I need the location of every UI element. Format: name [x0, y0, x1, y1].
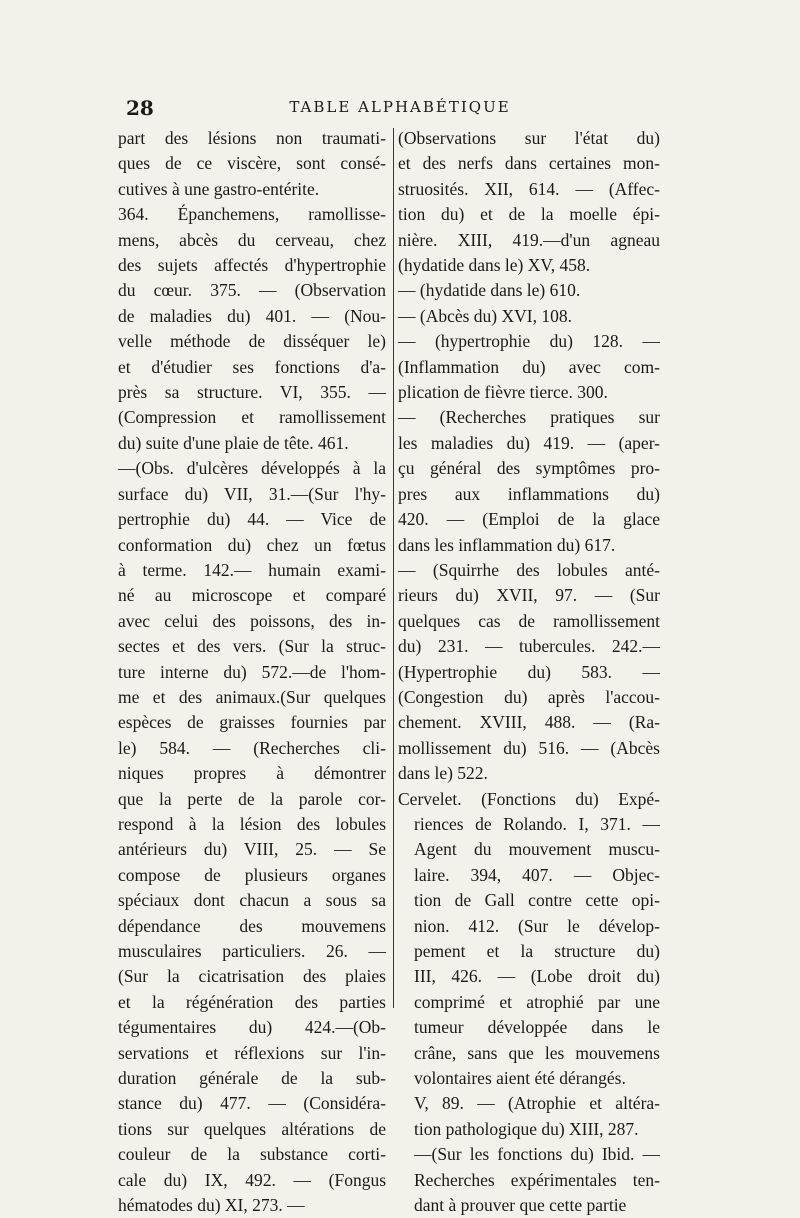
running-title: TABLE ALPHABÉTIQUE [289, 98, 511, 116]
text-line: crâne, sans que les mouvemens [414, 1042, 660, 1063]
text-line: mens, abcès du cerveau, chez [118, 229, 386, 250]
text-line: cale du) IX, 492. — (Fongus [118, 1169, 386, 1190]
text-line: (Compression et ramollissement [118, 407, 386, 428]
text-line: que la perte de la parole cor- [118, 788, 386, 809]
text-line: (Hypertrophie du) 583. — [398, 661, 660, 682]
text-line: nion. 412. (Sur le dévelop- [414, 915, 660, 936]
page-header [120, 96, 680, 122]
text-line: laire. 394, 407. — Objec- [414, 864, 660, 885]
text-line: — (hypertrophie du) 128. — [398, 331, 660, 352]
text-line: —(Obs. d'ulcères développés à la [118, 458, 386, 479]
text-line: pertrophie du) 44. — Vice de [118, 509, 386, 530]
text-line: des sujets affectés d'hypertrophie [118, 255, 386, 276]
text-line: — (hydatide dans le) 610. [398, 280, 581, 301]
text-line: (Sur la cicatrisation des plaies [118, 966, 386, 987]
text-line: dépendance des mouvemens [118, 915, 386, 936]
text-line: conformation du) chez un fœtus [118, 534, 386, 555]
text-line: III, 426. — (Lobe droit du) [414, 966, 660, 987]
text-line: du) 231. — tubercules. 242.— [398, 636, 660, 657]
right-column [398, 126, 660, 1218]
text-line: pement et la structure du) [414, 941, 660, 961]
text-line: hématodes du) XI, 273. — [118, 1195, 305, 1216]
text-line: (hydatide dans le) XV, 458. [398, 255, 591, 276]
text-line: du) suite d'une plaie de tête. 461. [118, 432, 349, 453]
text-line: dans les inflammation du) 617. [398, 534, 616, 555]
text-line: velle méthode de disséquer le) [118, 331, 386, 352]
text-line: dans le) 522. [398, 763, 488, 784]
text-line: et la régénération des parties [118, 991, 386, 1012]
text-line: dant à prouver que cette partie [414, 1195, 627, 1216]
text-line: près sa structure. VI, 355. — [118, 382, 386, 403]
text-line: espèces de graisses fournies par [118, 712, 386, 733]
text-line: spéciaux dont chacun a sous sa [118, 890, 386, 911]
text-line: surface du) VII, 31.—(Sur l'hy- [118, 483, 386, 504]
text-line: chement. XVIII, 488. — (Ra- [398, 712, 660, 733]
text-line: (Inflammation du) avec com- [398, 356, 660, 377]
text-line: riences de Rolando. I, 371. — [414, 813, 660, 834]
text-line: et d'étudier ses fonctions d'a- [118, 356, 386, 377]
text-line: Cervelet. (Fonctions du) Expé- [398, 788, 660, 809]
text-line: les maladies du) 419. — (aper- [398, 432, 660, 453]
text-line: tion du) et de la moelle épi- [398, 204, 660, 225]
text-line: me et des animaux.(Sur quelques [118, 686, 386, 707]
text-line: 420. — (Emploi de la glace [398, 509, 660, 530]
text-line: respond à la lésion des lobules [118, 813, 386, 834]
text-line: tégumentaires du) 424.—(Ob- [118, 1017, 386, 1038]
page-number: 28 [126, 96, 154, 120]
text-line: nière. XIII, 419.—d'un agneau [398, 229, 660, 250]
text-line: rieurs du) XVII, 97. — (Sur [398, 585, 660, 606]
text-line: né au microscope et comparé [118, 585, 386, 606]
text-line: servations et réflexions sur l'in- [118, 1042, 386, 1063]
text-line: Agent du mouvement muscu- [414, 839, 660, 860]
text-line: de maladies du) 401. — (Nou- [118, 305, 386, 326]
text-line: mollissement du) 516. — (Abcès [398, 737, 660, 758]
text-line: stance du) 477. — (Considéra- [118, 1093, 386, 1114]
text-line: cutives à une gastro-entérite. [118, 178, 320, 199]
text-line: avec celui des poissons, des in- [118, 610, 386, 631]
text-line: le) 584. — (Recherches cli- [118, 737, 386, 758]
text-line: tion pathologique du) XIII, 287. [414, 1118, 639, 1139]
text-line: tion de Gall contre cette opi- [414, 890, 660, 911]
text-line: pres aux inflammations du) [398, 483, 660, 504]
text-line: V, 89. — (Atrophie et altéra- [414, 1093, 660, 1114]
text-line: — (Squirrhe des lobules anté- [398, 559, 660, 580]
text-line: niques propres à démontrer [118, 763, 386, 784]
text-line: — (Recherches pratiques sur [398, 407, 660, 428]
column-divider [393, 128, 394, 1008]
text-line: antérieurs du) VIII, 25. — Se [118, 839, 386, 860]
text-line: quelques cas de ramollissement [398, 610, 660, 631]
text-line: tions sur quelques altérations de [118, 1118, 386, 1139]
text-line: volontaires aient été dérangés. [414, 1068, 626, 1089]
text-line: du cœur. 375. — (Observation [118, 280, 386, 301]
text-line: et des nerfs dans certaines mon- [398, 153, 660, 174]
text-line: duration générale de la sub- [118, 1068, 386, 1089]
text-line: —(Sur les fonctions du) Ibid. — [414, 1144, 660, 1165]
text-line: (Congestion du) après l'accou- [398, 686, 660, 707]
text-line: compose de plusieurs organes [118, 864, 386, 885]
text-line: Recherches expérimentales ten- [414, 1169, 660, 1190]
text-line: part des lésions non traumati- [118, 128, 386, 148]
text-line: 364. Épanchemens, ramollisse- [118, 204, 386, 225]
left-column [118, 126, 386, 1218]
text-line: ture interne du) 572.—de l'hom- [118, 661, 386, 682]
text-line: struosités. XII, 614. — (Affec- [398, 178, 660, 199]
text-line: (Observations sur l'état du) [398, 128, 660, 148]
text-line: couleur de la substance corti- [118, 1144, 386, 1165]
text-line: musculaires particuliers. 26. — [118, 941, 386, 961]
text-line: — (Abcès du) XVI, 108. [398, 305, 572, 326]
text-line: ques de ce viscère, sont consé- [118, 153, 386, 174]
text-line: sectes et des vers. (Sur la struc- [118, 636, 386, 657]
text-line: çu général des symptômes pro- [398, 458, 660, 479]
text-line: plication de fièvre tierce. 300. [398, 382, 608, 403]
text-line: à terme. 142.— humain exami- [118, 559, 386, 580]
text-line: comprimé et atrophié par une [414, 991, 660, 1012]
text-line: tumeur développée dans le [414, 1017, 660, 1038]
